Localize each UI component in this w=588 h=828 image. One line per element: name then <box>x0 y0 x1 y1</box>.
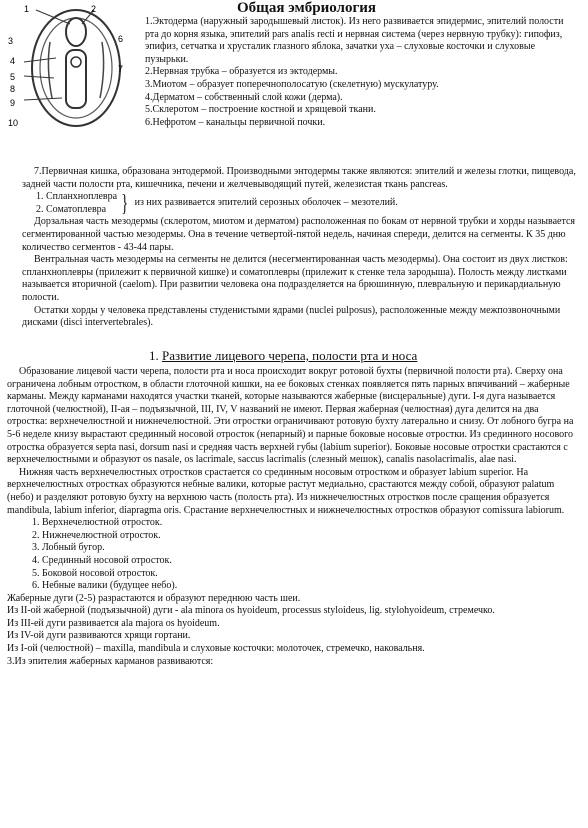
page-title: Общая эмбриология <box>237 0 377 16</box>
figure-label: 5 <box>10 72 16 82</box>
paragraph-dorsal: Дорзальная часть мезодермы (склеротом, миотом и дерматом) расположенная по бокам от нервной трубки и хорды называется сегментированной частью мезодермы. Она в течение четвертой-пятой недель, начиная спереди, делится на сегменты. К 35 дню количество сегментов - 43-44 пары. <box>22 216 575 253</box>
embryo-cross-section-figure <box>6 2 134 130</box>
splanchnopleura-item: 1. Спланхноплевра <box>36 191 118 203</box>
figure-label: 3 <box>8 36 14 46</box>
section-title: Развитие лицевого черепа, полости рта и носа <box>162 348 418 363</box>
figure-label: 8 <box>10 84 16 94</box>
germ-layer-list <box>145 16 575 129</box>
paragraph-entoderm: 7.Первичная кишка, образована энтодермой. Производными энтодермы также являются: эпителий и железы глотки, пищевода, задней части полости рта, кишечника, печени и желчевыводящий путей, железистая ткань pancreas. <box>22 166 576 190</box>
paragraph-face-1: Образование лицевой части черепа, полости рта и носа происходит вокруг ротовой бухты (первичной полости рта). Сверху она ограничена лобным отростком, в области глоточной кишки, на ее боковых стенках появляется пять парных впячиваний – жаберные карманы. Между карманами находятся участки тканей, которые называются жаберные (висцеральные) дуги. I-я дуга называется глоточной (челюстной), II-ая – подъязычной, III, IV, V названий не имеют. Первая жаберная (челюстная) дуга делится на два отростка: верхнечелюстной и нижнечелюстной. Эти отростки ограничивают ротовую бухту латерально и снизу. От лобного бугра на 5-6 неделе книзу вырастают срединный носовой отросток (непарный) и парные боковые носовые отростки. Из срединного носового отростка образуется septa nasi, dorsum nasi и средняя часть верхней губы (labium superior). Боковые носовые отростки срастаются с верхнечелюстными и образуют os nasale, os lacrimale, saccus lacrimalis (слезный мешок), canalis nasolacrimalis, alae nasi. <box>7 366 574 466</box>
figure-label: 9 <box>10 98 16 108</box>
mesoderm-split <box>22 191 578 216</box>
section-number: 1. <box>149 348 159 363</box>
section-heading <box>149 348 417 364</box>
list-item: 4.Дерматом – собственный слой кожи (дерма). <box>145 91 343 103</box>
paragraph-arch-3: Из III-ей дуги развивается ala majora os hyoideum. <box>7 617 220 629</box>
figure-label: 4 <box>10 56 16 66</box>
face-development-section <box>7 366 579 668</box>
list-item: 1.Эктодерма (наружный зародышевый листок). Из него развивается эпидермис, эпителий полости рта до корня языка, эпителий pars analis recti и нервная система (через нервную трубку): гипофиз, эпифиз, сетчатка и хрусталик глазного яблока, зачатки уха – слуховые косточки и слуховые пузырьки. <box>145 16 564 65</box>
brace-icon: } <box>121 190 129 217</box>
list-item: 2.Нервная трубка – образуется из эктодермы. <box>145 66 338 78</box>
paragraph-ventral: Вентральная часть мезодермы на сегменты не делится (несегментированная часть мезодермы). Она состоит из двух листков: спланхноплевры (прилежит к первичной кишке) и соматоплевры (прилежит к стенке тела зародыша). Полость между листками называется вторичной (caelom). При развитии человека она подразделяется на брюшинную, плевральную и перикардиальную полости. <box>22 254 568 303</box>
paragraph-arch-2: Из II-ой жаберной (подъязычной) дуги - ala minora os hyoideum, processus styloideus, lig. stylohyoideum, стремечко. <box>7 605 495 617</box>
paragraph-chorda: Остатки хорды у человека представлены студенистыми ядрами (nuclei pulposus), расположенные между межпозвоночными дисками (disci intervertebrales). <box>22 304 561 329</box>
list-item: 3. Лобный бугор. <box>32 542 105 554</box>
mesothelium-note: из них развивается эпителий серозных оболочек – мезотелий. <box>134 197 398 209</box>
figure-label: 10 <box>8 118 19 128</box>
figure-label: 7 <box>118 64 124 74</box>
figure-label: 6 <box>118 34 124 44</box>
paragraph-face-2: Нижняя часть верхнечелюстных отростков срастается со срединным носовым отростком и образует labium superior. На верхнечелюстных отростках образуются небные валики, которые растут медиально, срастаются между собой, образуют palatum (небо) и разделяют ротовую бухту на верхнюю часть (полость рта). Из нижнечелюстных отростков после сращения образуется mandibula, labium inferior, diapragma oris. Срастание верхнечелюстных и нижнечелюстных отростков образуют comissura labiorum. <box>7 466 565 516</box>
paragraph-arch-1: Из I-ой (челюстной) – maxilla, mandibula и слуховые косточки: молоточек, стремечко, наковальня. <box>7 643 425 655</box>
paragraph-arches: Жаберные дуги (2-5) разрастаются и образуют переднюю часть шеи. <box>7 592 301 604</box>
list-item: 2. Нижнечелюстной отросток. <box>32 529 161 541</box>
list-item: 6. Небные валики (будущее небо). <box>32 580 178 592</box>
list-item: 5.Склеротом – построение костной и хрящевой ткани. <box>145 104 376 116</box>
list-item: 5. Боковой носовой отросток. <box>32 567 158 579</box>
paragraph-arch-4: Из IV-ой дуги развиваются хрящи гортани. <box>7 630 191 642</box>
figure-label: 2 <box>91 4 97 14</box>
mesoderm-section <box>22 166 578 330</box>
process-list <box>7 517 579 593</box>
list-item: 4. Срединный носовой отросток. <box>32 554 172 566</box>
paragraph-pouches: 3.Из эпителия жаберных карманов развиваются: <box>7 655 214 667</box>
figure-label: 1 <box>24 4 30 14</box>
list-item: 6.Нефротом – канальцы первичной почки. <box>145 116 326 128</box>
somatopleura-item: 2. Соматоплевра <box>36 203 107 215</box>
list-item: 3.Миотом – образует поперечнополосатую (скелетную) мускулатуру. <box>145 78 439 90</box>
list-item: 1. Верхнечелюстной отросток. <box>32 517 163 529</box>
